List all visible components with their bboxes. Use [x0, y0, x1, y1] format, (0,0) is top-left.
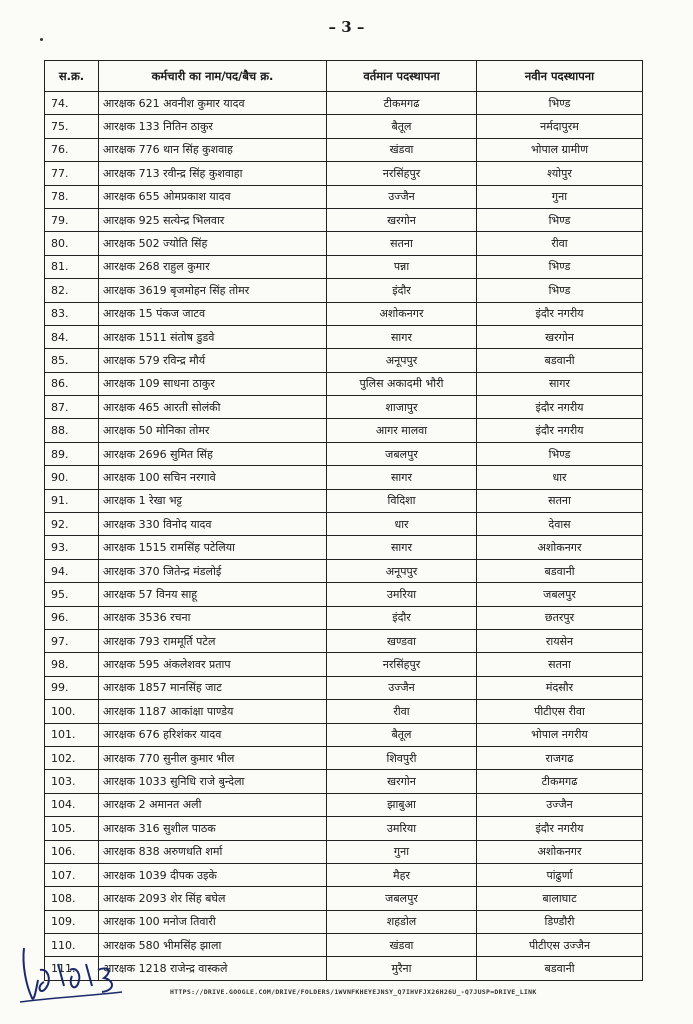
- table-row: [45, 138, 643, 161]
- header-employee: कर्मचारी का नाम/पद/बैच क्र.: [99, 61, 327, 92]
- serial-cell: 100.: [45, 700, 99, 723]
- employee-cell: आरक्षक 713 रवीन्द्र सिंह कुशवाहा: [99, 162, 327, 185]
- table-row: [45, 279, 643, 302]
- table-row: [45, 793, 643, 816]
- employee-cell: आरक्षक 838 अरुणधति शर्मा: [99, 840, 327, 863]
- table-row: [45, 396, 643, 419]
- new-posting-cell: भिण्ड: [477, 442, 643, 465]
- new-posting-cell: खरगोन: [477, 325, 643, 348]
- employee-cell: आरक्षक 655 ओमप्रकाश यादव: [99, 185, 327, 208]
- current-posting-cell: उमरिया: [327, 583, 477, 606]
- current-posting-cell: रीवा: [327, 700, 477, 723]
- employee-cell: आरक्षक 2093 शेर सिंह बघेल: [99, 887, 327, 910]
- current-posting-cell: सागर: [327, 466, 477, 489]
- table-header-row: [45, 61, 643, 92]
- employee-cell: आरक्षक 2 अमानत अली: [99, 793, 327, 816]
- employee-cell: आरक्षक 316 सुशील पाठक: [99, 817, 327, 840]
- current-posting-cell: पुलिस अकादमी भौरी: [327, 372, 477, 395]
- serial-cell: 92.: [45, 513, 99, 536]
- table-row: [45, 185, 643, 208]
- table-row: [45, 863, 643, 886]
- current-posting-cell: अनूपपुर: [327, 559, 477, 582]
- table-row: [45, 934, 643, 957]
- employee-cell: आरक्षक 595 अंकलेशवर प्रताप: [99, 653, 327, 676]
- signature-icon: [18, 940, 128, 1010]
- table-row: [45, 115, 643, 138]
- serial-cell: 104.: [45, 793, 99, 816]
- serial-cell: 93.: [45, 536, 99, 559]
- new-posting-cell: टीकमगढ: [477, 770, 643, 793]
- margin-dot: [40, 38, 43, 41]
- header-new-posting: नवीन पदस्थापना: [477, 61, 643, 92]
- employee-cell: आरक्षक 676 हरिशंकर यादव: [99, 723, 327, 746]
- employee-cell: आरक्षक 1511 संतोष डुडवे: [99, 325, 327, 348]
- serial-cell: 111.: [45, 957, 99, 980]
- serial-cell: 106.: [45, 840, 99, 863]
- current-posting-cell: इंदौर: [327, 606, 477, 629]
- employee-cell: आरक्षक 100 सचिन नरगावे: [99, 466, 327, 489]
- serial-cell: 76.: [45, 138, 99, 161]
- current-posting-cell: बैतूल: [327, 115, 477, 138]
- table-row: [45, 162, 643, 185]
- employee-cell: आरक्षक 15 पंकज जाटव: [99, 302, 327, 325]
- table-row: [45, 910, 643, 933]
- table-row: [45, 559, 643, 582]
- page-number: – 3 –: [328, 18, 365, 36]
- employee-cell: आरक्षक 3536 रचना: [99, 606, 327, 629]
- table-row: [45, 255, 643, 278]
- new-posting-cell: भोपाल नगरीय: [477, 723, 643, 746]
- employee-cell: आरक्षक 268 राहुल कुमार: [99, 255, 327, 278]
- table-row: [45, 92, 643, 115]
- new-posting-cell: देवास: [477, 513, 643, 536]
- table-row: [45, 887, 643, 910]
- current-posting-cell: आगर मालवा: [327, 419, 477, 442]
- new-posting-cell: भोपाल ग्रामीण: [477, 138, 643, 161]
- new-posting-cell: डिण्डौरी: [477, 910, 643, 933]
- employee-cell: आरक्षक 100 मनोज तिवारी: [99, 910, 327, 933]
- serial-cell: 78.: [45, 185, 99, 208]
- new-posting-cell: गुना: [477, 185, 643, 208]
- serial-cell: 84.: [45, 325, 99, 348]
- current-posting-cell: अनूपपुर: [327, 349, 477, 372]
- employee-cell: आरक्षक 2696 सुमित सिंह: [99, 442, 327, 465]
- new-posting-cell: पांढुर्णा: [477, 863, 643, 886]
- current-posting-cell: मुरैना: [327, 957, 477, 980]
- serial-cell: 103.: [45, 770, 99, 793]
- serial-cell: 88.: [45, 419, 99, 442]
- new-posting-cell: इंदौर नगरीय: [477, 817, 643, 840]
- serial-cell: 86.: [45, 372, 99, 395]
- serial-cell: 98.: [45, 653, 99, 676]
- new-posting-cell: धार: [477, 466, 643, 489]
- table-row: [45, 442, 643, 465]
- employee-cell: आरक्षक 330 विनोद यादव: [99, 513, 327, 536]
- serial-cell: 90.: [45, 466, 99, 489]
- serial-cell: 80.: [45, 232, 99, 255]
- employee-cell: आरक्षक 1 रेखा भट्ट: [99, 489, 327, 512]
- current-posting-cell: खरगोन: [327, 208, 477, 231]
- new-posting-cell: श्योपुर: [477, 162, 643, 185]
- employee-cell: आरक्षक 793 राममूर्ति पटेल: [99, 629, 327, 652]
- table-row: [45, 208, 643, 231]
- table-row: [45, 489, 643, 512]
- table-row: [45, 653, 643, 676]
- current-posting-cell: खरगोन: [327, 770, 477, 793]
- new-posting-cell: बालाघाट: [477, 887, 643, 910]
- new-posting-cell: नर्मदापुरम: [477, 115, 643, 138]
- serial-cell: 105.: [45, 817, 99, 840]
- current-posting-cell: उज्जैन: [327, 676, 477, 699]
- current-posting-cell: अशोकनगर: [327, 302, 477, 325]
- current-posting-cell: नरसिंहपुर: [327, 162, 477, 185]
- employee-cell: आरक्षक 3619 बृजमोहन सिंह तोमर: [99, 279, 327, 302]
- new-posting-cell: राजगढ: [477, 746, 643, 769]
- table-row: [45, 817, 643, 840]
- serial-cell: 99.: [45, 676, 99, 699]
- serial-cell: 75.: [45, 115, 99, 138]
- serial-cell: 96.: [45, 606, 99, 629]
- serial-cell: 94.: [45, 559, 99, 582]
- table-row: [45, 349, 643, 372]
- new-posting-cell: पीटीएस रीवा: [477, 700, 643, 723]
- serial-cell: 101.: [45, 723, 99, 746]
- table-row: [45, 372, 643, 395]
- table-row: [45, 583, 643, 606]
- new-posting-cell: अशोकनगर: [477, 840, 643, 863]
- table-row: [45, 676, 643, 699]
- employee-cell: आरक्षक 580 भीमसिंह झाला: [99, 934, 327, 957]
- new-posting-cell: जबलपुर: [477, 583, 643, 606]
- serial-cell: 107.: [45, 863, 99, 886]
- current-posting-cell: गुना: [327, 840, 477, 863]
- new-posting-cell: सतना: [477, 489, 643, 512]
- table-row: [45, 840, 643, 863]
- current-posting-cell: धार: [327, 513, 477, 536]
- new-posting-cell: पीटीएस उज्जैन: [477, 934, 643, 957]
- serial-cell: 89.: [45, 442, 99, 465]
- new-posting-cell: भिण्ड: [477, 279, 643, 302]
- current-posting-cell: टीकमगढ: [327, 92, 477, 115]
- employee-cell: आरक्षक 1515 रामसिंह पटेलिया: [99, 536, 327, 559]
- serial-cell: 83.: [45, 302, 99, 325]
- table-row: [45, 419, 643, 442]
- serial-cell: 85.: [45, 349, 99, 372]
- employee-cell: आरक्षक 502 ज्योति सिंह: [99, 232, 327, 255]
- table-row: [45, 770, 643, 793]
- serial-cell: 81.: [45, 255, 99, 278]
- employee-cell: आरक्षक 370 जितेन्द्र मंडलोई: [99, 559, 327, 582]
- serial-cell: 97.: [45, 629, 99, 652]
- footer-drive-link: HTTPS://DRIVE.GOOGLE.COM/DRIVE/FOLDERS/1WVNFKHEYEJNSY_Q7IHVFJX26H26U_-Q7JUSP=DRIVE_LINK: [170, 988, 537, 996]
- header-current-posting: वर्तमान पदस्थापना: [327, 61, 477, 92]
- serial-cell: 109.: [45, 910, 99, 933]
- table-row: [45, 466, 643, 489]
- table-row: [45, 723, 643, 746]
- new-posting-cell: इंदौर नगरीय: [477, 419, 643, 442]
- table-row: [45, 302, 643, 325]
- current-posting-cell: खंडवा: [327, 934, 477, 957]
- current-posting-cell: उज्जैन: [327, 185, 477, 208]
- employee-cell: आरक्षक 1218 राजेन्द्र वास्कले: [99, 957, 327, 980]
- new-posting-cell: बडवानी: [477, 957, 643, 980]
- current-posting-cell: इंदौर: [327, 279, 477, 302]
- handwritten-signature: [18, 940, 128, 1014]
- table-body: [45, 92, 643, 981]
- serial-cell: 110.: [45, 934, 99, 957]
- current-posting-cell: मैहर: [327, 863, 477, 886]
- new-posting-cell: बडवानी: [477, 559, 643, 582]
- employee-cell: आरक्षक 579 रविन्द्र मौर्य: [99, 349, 327, 372]
- employee-cell: आरक्षक 133 नितिन ठाकुर: [99, 115, 327, 138]
- current-posting-cell: पन्ना: [327, 255, 477, 278]
- serial-cell: 95.: [45, 583, 99, 606]
- table-row: [45, 513, 643, 536]
- employee-cell: आरक्षक 925 सत्येन्द्र भिलवार: [99, 208, 327, 231]
- current-posting-cell: सागर: [327, 536, 477, 559]
- serial-cell: 108.: [45, 887, 99, 910]
- new-posting-cell: भिण्ड: [477, 92, 643, 115]
- current-posting-cell: खंडवा: [327, 138, 477, 161]
- transfer-table: [44, 60, 643, 981]
- table-row: [45, 629, 643, 652]
- employee-cell: आरक्षक 1033 सुनिधि राजे बुन्देला: [99, 770, 327, 793]
- employee-cell: आरक्षक 50 मोनिका तोमर: [99, 419, 327, 442]
- table-row: [45, 957, 643, 980]
- new-posting-cell: सतना: [477, 653, 643, 676]
- current-posting-cell: शाजापुर: [327, 396, 477, 419]
- new-posting-cell: छतरपुर: [477, 606, 643, 629]
- new-posting-cell: रायसेन: [477, 629, 643, 652]
- current-posting-cell: जबलपुर: [327, 887, 477, 910]
- employee-cell: आरक्षक 57 विनय साहू: [99, 583, 327, 606]
- new-posting-cell: भिण्ड: [477, 208, 643, 231]
- employee-cell: आरक्षक 109 साधना ठाकुर: [99, 372, 327, 395]
- table-row: [45, 232, 643, 255]
- table-row: [45, 700, 643, 723]
- table-row: [45, 746, 643, 769]
- new-posting-cell: रीवा: [477, 232, 643, 255]
- employee-cell: आरक्षक 770 सुनील कुमार भील: [99, 746, 327, 769]
- current-posting-cell: शहडोल: [327, 910, 477, 933]
- employee-cell: आरक्षक 621 अवनीश कुमार यादव: [99, 92, 327, 115]
- current-posting-cell: सतना: [327, 232, 477, 255]
- serial-cell: 102.: [45, 746, 99, 769]
- new-posting-cell: सागर: [477, 372, 643, 395]
- employee-cell: आरक्षक 776 थान सिंह कुशवाह: [99, 138, 327, 161]
- new-posting-cell: भिण्ड: [477, 255, 643, 278]
- serial-cell: 91.: [45, 489, 99, 512]
- new-posting-cell: अशोकनगर: [477, 536, 643, 559]
- serial-cell: 79.: [45, 208, 99, 231]
- table-row: [45, 606, 643, 629]
- serial-cell: 82.: [45, 279, 99, 302]
- new-posting-cell: उज्जैन: [477, 793, 643, 816]
- current-posting-cell: झाबुआ: [327, 793, 477, 816]
- serial-cell: 87.: [45, 396, 99, 419]
- header-serial: स.क्र.: [45, 61, 99, 92]
- current-posting-cell: शिवपुरी: [327, 746, 477, 769]
- serial-cell: 74.: [45, 92, 99, 115]
- current-posting-cell: विदिशा: [327, 489, 477, 512]
- new-posting-cell: इंदौर नगरीय: [477, 302, 643, 325]
- serial-cell: 77.: [45, 162, 99, 185]
- employee-cell: आरक्षक 465 आरती सोलंकी: [99, 396, 327, 419]
- current-posting-cell: नरसिंहपुर: [327, 653, 477, 676]
- new-posting-cell: मंदसौर: [477, 676, 643, 699]
- current-posting-cell: उमरिया: [327, 817, 477, 840]
- current-posting-cell: जबलपुर: [327, 442, 477, 465]
- new-posting-cell: बडवानी: [477, 349, 643, 372]
- table-row: [45, 536, 643, 559]
- new-posting-cell: इंदौर नगरीय: [477, 396, 643, 419]
- current-posting-cell: सागर: [327, 325, 477, 348]
- current-posting-cell: खण्डवा: [327, 629, 477, 652]
- table-row: [45, 325, 643, 348]
- employee-cell: आरक्षक 1187 आकांक्षा पाण्डेय: [99, 700, 327, 723]
- employee-cell: आरक्षक 1857 मानसिंह जाट: [99, 676, 327, 699]
- employee-cell: आरक्षक 1039 दीपक उइके: [99, 863, 327, 886]
- current-posting-cell: बैतूल: [327, 723, 477, 746]
